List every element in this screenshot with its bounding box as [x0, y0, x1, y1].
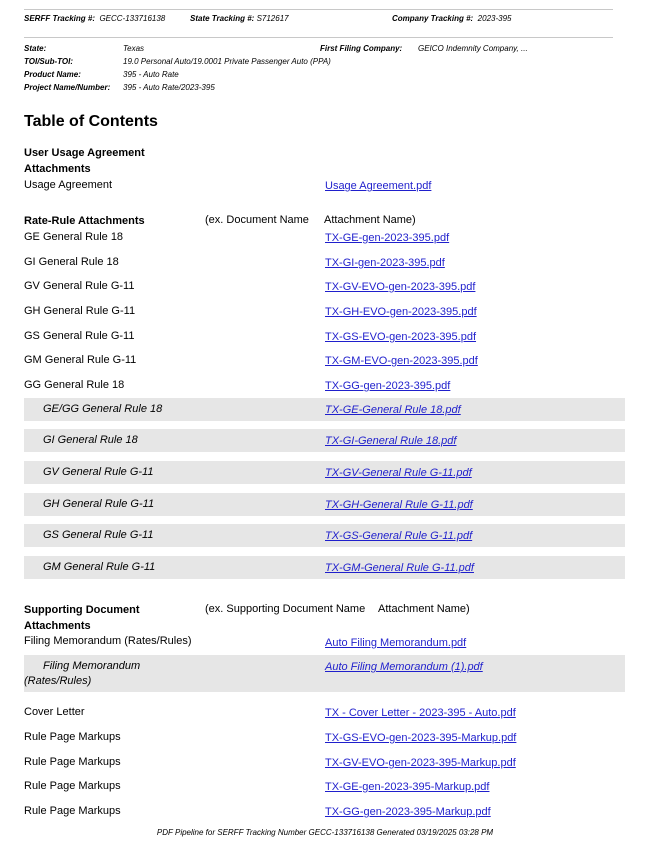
state-label: State: [24, 44, 47, 53]
table-row [24, 256, 625, 272]
document-name: Rule Page Markups [24, 805, 121, 817]
document-name: GV General Rule G-11 [43, 466, 154, 478]
document-name: Cover Letter [24, 706, 85, 718]
table-row [24, 805, 625, 821]
attachment-link[interactable]: TX-GV-EVO-gen-2023-395-Markup.pdf [325, 757, 516, 769]
column-note-document: (ex. Document Name [205, 214, 309, 226]
table-row-sub [24, 398, 625, 421]
table-row [24, 706, 625, 722]
column-note-attachment: Attachment Name) [324, 214, 416, 226]
attachment-link[interactable]: Auto Filing Memorandum (1).pdf [325, 661, 483, 673]
document-name: GI General Rule 18 [24, 256, 119, 268]
document-name: GG General Rule 18 [24, 379, 125, 391]
attachment-link[interactable]: TX-GS-EVO-gen-2023-395.pdf [325, 331, 477, 343]
table-row [24, 330, 625, 346]
document-name: GS General Rule G-11 [24, 330, 135, 342]
attachment-link[interactable]: TX-GS-EVO-gen-2023-395-Markup.pdf [325, 732, 517, 744]
attachment-link[interactable]: TX-GI-General Rule 18.pdf [325, 435, 457, 447]
table-row [24, 280, 625, 296]
document-name: GI General Rule 18 [43, 434, 138, 446]
section-heading-user-usage: User Usage Agreement Attachments [24, 147, 145, 175]
state-value: Texas [123, 44, 145, 53]
section-heading-supporting: Supporting Document Attachments [24, 604, 140, 632]
page-title: Table of Contents [24, 113, 158, 130]
document-name: Rule Page Markups [24, 756, 121, 768]
table-row-sub [24, 429, 625, 452]
attachment-link[interactable]: TX-GM-EVO-gen-2023-395.pdf [325, 355, 478, 367]
attachment-link[interactable]: TX-GV-General Rule G-11.pdf [325, 467, 472, 479]
table-row-sub [24, 524, 625, 547]
column-note-attachment: Attachment Name) [378, 603, 470, 615]
attachment-link[interactable]: TX-GI-gen-2023-395.pdf [325, 257, 445, 269]
attachment-link[interactable]: TX-GG-gen-2023-395-Markup.pdf [325, 806, 491, 818]
attachment-link[interactable]: TX-GH-EVO-gen-2023-395.pdf [325, 306, 477, 318]
document-name: GM General Rule G-11 [24, 354, 137, 366]
attachment-link[interactable]: TX-GM-General Rule G-11.pdf [325, 562, 474, 574]
header-rule [24, 37, 613, 38]
first-filing-value: GEICO Indemnity Company, ... [418, 44, 528, 53]
document-name: Filing Memorandum (Rates/Rules) [24, 660, 141, 687]
document-name: GH General Rule G-11 [43, 498, 155, 510]
attachment-link[interactable]: TX-GV-EVO-gen-2023-395.pdf [325, 281, 476, 293]
document-name: GS General Rule G-11 [43, 529, 154, 541]
project-value: 395 - Auto Rate/2023-395 [123, 83, 215, 92]
table-row [24, 756, 625, 772]
document-name: GV General Rule G-11 [24, 280, 135, 292]
table-row [24, 231, 625, 247]
document-name: Filing Memorandum (Rates/Rules) [24, 635, 192, 647]
document-name: GM General Rule G-11 [43, 561, 156, 573]
attachment-link[interactable]: TX-GS-General Rule G-11.pdf [325, 530, 473, 542]
table-row [24, 731, 625, 747]
attachment-link[interactable]: TX-GH-General Rule G-11.pdf [325, 499, 473, 511]
document-name: Usage Agreement [24, 179, 113, 191]
table-row [24, 305, 625, 321]
attachment-link[interactable]: TX-GG-gen-2023-395.pdf [325, 380, 451, 392]
attachment-link[interactable]: TX-GE-gen-2023-395.pdf [325, 232, 450, 244]
table-row [24, 354, 625, 370]
document-name: GH General Rule G-11 [24, 305, 136, 317]
page-footer: PDF Pipeline for SERFF Tracking Number GECC-133716138 Generated 03/19/2025 03:28 PM [156, 828, 494, 837]
attachment-link[interactable]: Usage Agreement.pdf [325, 180, 432, 192]
document-name: Rule Page Markups [24, 731, 121, 743]
product-label: Product Name: [24, 70, 81, 79]
document-name: GE General Rule 18 [24, 231, 124, 243]
table-row-sub [24, 493, 625, 516]
company-tracking: Company Tracking #: 2023-395 [392, 14, 512, 23]
attachment-link[interactable]: TX-GE-General Rule 18.pdf [325, 404, 461, 416]
document-name: GE/GG General Rule 18 [43, 403, 163, 415]
toi-label: TOI/Sub-TOI: [24, 57, 74, 66]
table-row-sub [24, 655, 625, 692]
state-tracking: State Tracking #: S712617 [190, 14, 289, 23]
table-row [24, 780, 625, 796]
table-row [24, 635, 625, 651]
table-row [24, 379, 625, 395]
section-heading-rate-rule: Rate-Rule Attachments [24, 215, 145, 227]
serff-tracking: SERFF Tracking #: GECC-133716138 [24, 14, 166, 23]
attachment-link[interactable]: TX-GE-gen-2023-395-Markup.pdf [325, 781, 490, 793]
top-rule [24, 9, 613, 10]
product-value: 395 - Auto Rate [123, 70, 179, 79]
toi-value: 19.0 Personal Auto/19.0001 Private Passenger Auto (PPA) [123, 57, 331, 66]
list-item [24, 179, 625, 195]
table-row-sub [24, 556, 625, 579]
table-row-sub [24, 461, 625, 484]
document-name: Rule Page Markups [24, 780, 121, 792]
attachment-link[interactable]: TX - Cover Letter - 2023-395 - Auto.pdf [325, 707, 516, 719]
attachment-link[interactable]: Auto Filing Memorandum.pdf [325, 637, 467, 649]
first-filing-label: First Filing Company: [320, 44, 403, 53]
column-note-document: (ex. Supporting Document Name [205, 603, 366, 615]
project-label: Project Name/Number: [24, 83, 111, 92]
